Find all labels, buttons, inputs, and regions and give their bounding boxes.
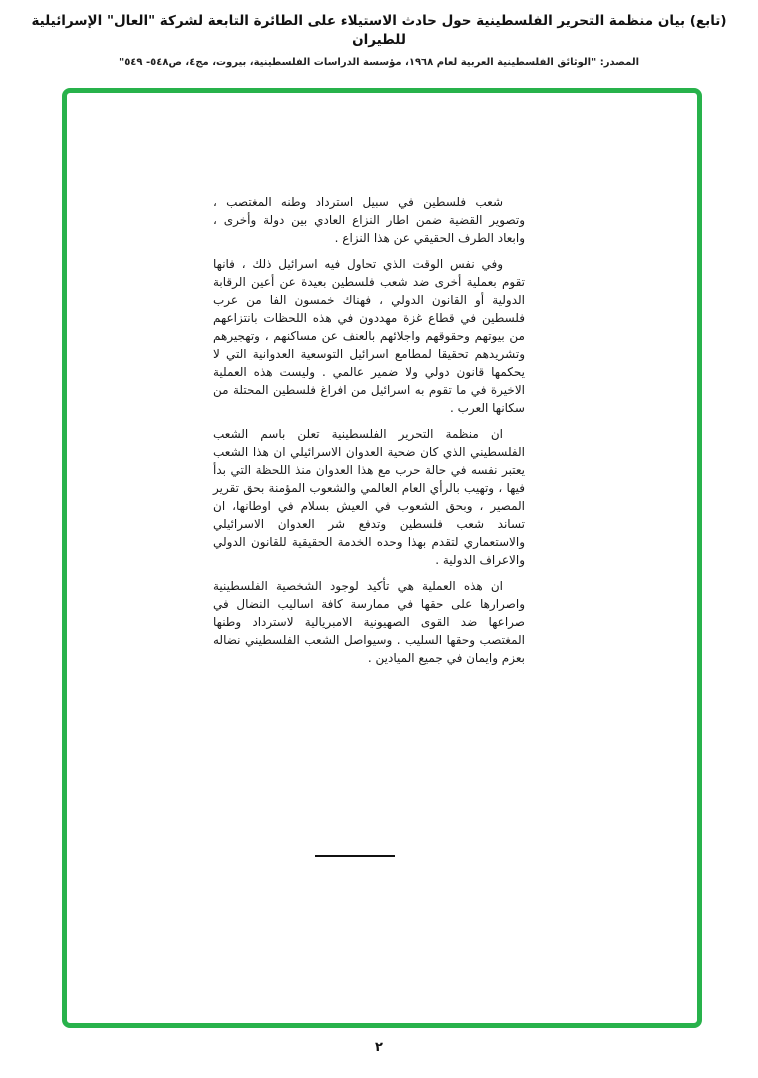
document-title: (تابع) بيان منظمة التحرير الفلسطينية حول حادث الاستيلاء على الطائرة التابعة لشركة "العال" الإسرائيلية للطيران [31,13,727,48]
document-source-line: المصدر: "الوثائق الفلسطينية العربية لعام ١٩٦٨، مؤسسة الدراسات الفلسطينية، بيروت، مج٤، ص٥٤٨- ٥٤٩" [118,56,640,68]
document-header [0,0,758,68]
page-number: ٢ [375,1040,383,1055]
paragraph-3: ان منظمة التحرير الفلسطينية تعلن باسم الشعب الفلسطيني الذي كان ضحية العدوان الاسرائيلي ان هذا الشعب يعتبر نفسه في حالة حرب مع هذا العدوان منذ اللحظة التي بدأ فيها ، وتهيب بالرأي العام العالمي والشعوب المؤمنة بحق تقرير المصير ، وبحق الشعوب في العيش بسلام في اوطانها، ان تساند شعب فلسطين وتدفع شر العدوان الاسرائيلي والاستعماري لتقدم بهذا وحده الخدمة الحقيقية للقانون الدولي والاعراف الدولية . [213,427,525,567]
body-text-column [213,193,525,675]
paragraph-4: ان هذه العملية هي تأكيد لوجود الشخصية الفلسطينية واصرارها على حقها في ممارسة كافة اساليب النضال في صراعها ضد القوى الصهيونية الامبريالية لاسترداد وطنها المغتصب وحقها السليب . وسيواصل الشعب الفلسطيني نضاله بعزم وايمان في جميع الميادين . [213,579,525,665]
section-divider [315,855,395,857]
paragraph-1: شعب فلسطين في سبيل استرداد وطنه المغتصب ، وتصوير القضية ضمن اطار النزاع العادي بين دولة وأخرى ، وابعاد الطرف الحقيقي عن هذا النزاع . [213,195,525,245]
paragraph-2: وفي نفس الوقت الذي تحاول فيه اسرائيل ذلك ، فانها تقوم بعملية أخرى ضد شعب فلسطين بعيدة عن أعين الرقابة الدولية أو القانون الدولي ، فهناك خمسون الفا من عرب فلسطين في قطاع غزة مهددون في هذه اللحظات بانتزاعهم من بيوتهم وحقوقهم واجلائهم بالعنف عن مساكنهم ، وتهجيرهم وتشريدهم تحقيقا لمطامع اسرائيل التوسعية العدوانية التي لا يحكمها قانون دولي ولا ضمير عالمي . وليست هذه العملية الاخيرة في ما تقوم به اسرائيل من افراغ فلسطين المحتلة من سكانها العرب . [213,257,525,415]
document-frame [62,88,702,1028]
